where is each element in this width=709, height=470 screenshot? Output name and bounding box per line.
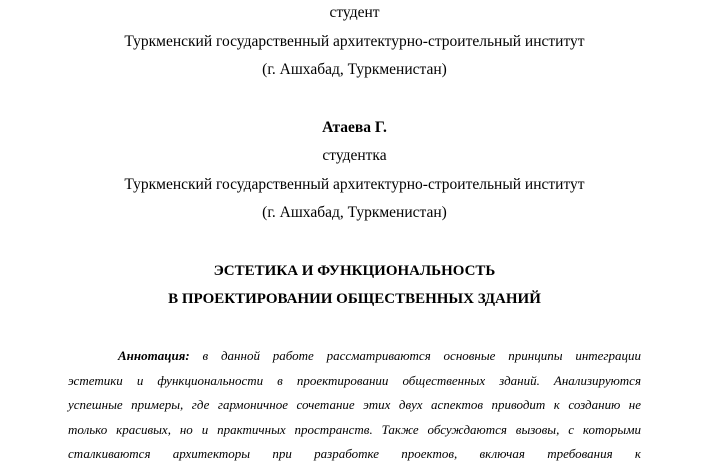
abstract-line-3: успешные примеры, где гармоничное сочетание этих двух аспектов приводит к созданию не <box>68 397 641 412</box>
author1-institution: Туркменский государственный архитектурно-строительный институт <box>124 33 585 50</box>
author2-role: студентка <box>322 147 387 164</box>
abstract-line-1: Аннотация: в данной работе рассматриваются основные принципы интеграции <box>118 348 641 363</box>
abstract-line-4: только красивых, но и практичных пространств. Также обсуждаются вызовы, с которыми <box>68 421 641 437</box>
author2-institution: Туркменский государственный архитектурно-строительный институт <box>124 176 585 193</box>
paper-title-line-2: В ПРОЕКТИРОВАНИИ ОБЩЕСТВЕННЫХ ЗДАНИЙ <box>168 291 541 307</box>
abstract-label: Аннотация: <box>118 348 190 363</box>
author2-name: Атаева Г. <box>322 119 387 136</box>
paper-title-line-1: ЭСТЕТИКА И ФУНКЦИОНАЛЬНОСТЬ <box>213 263 496 279</box>
author1-role: студент <box>329 4 380 21</box>
author2-location: (г. Ашхабад, Туркменистан) <box>262 204 447 221</box>
abstract-line-5: сталкиваются архитекторы при разработке проектов, включая требования к <box>68 446 641 461</box>
abstract <box>68 346 641 469</box>
author1-location: (г. Ашхабад, Туркменистан) <box>262 61 447 78</box>
abstract-line-2: эстетики и функциональности в проектировании общественных зданий. Анализируются <box>68 372 641 388</box>
